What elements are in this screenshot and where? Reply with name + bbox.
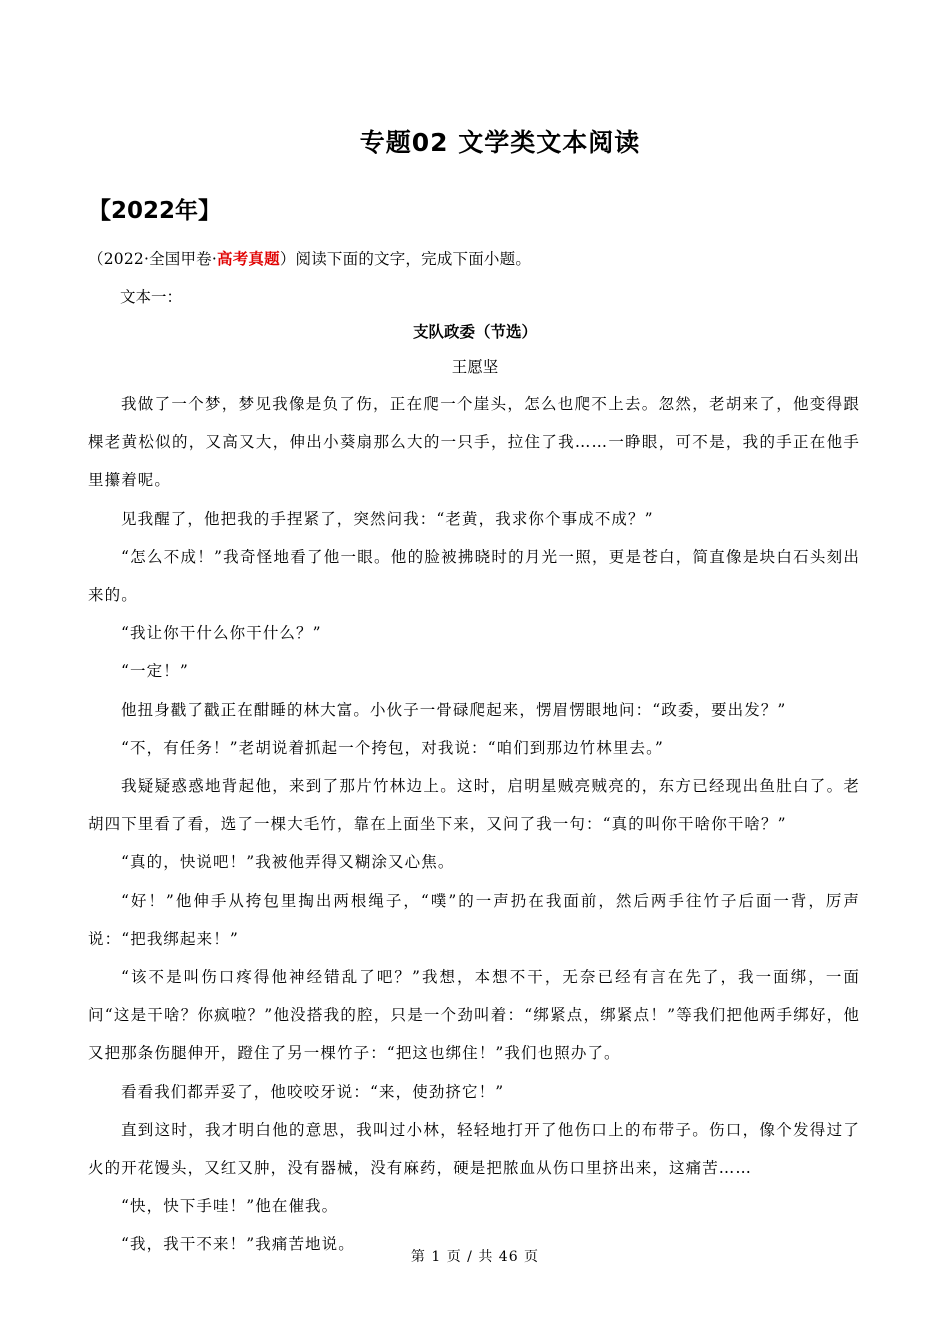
page-title: 专题02 文学类文本阅读 [359,128,641,157]
paragraph: “我让你干什么你干什么？” [121,624,322,643]
intro-source-highlight: 高考真题 [217,249,280,268]
paragraph: “真的，快说吧！”我被他弄得又糊涂又心焦。 [121,853,455,872]
paragraph: “快，快下手哇！”他在催我。 [121,1197,339,1216]
paragraph: 见我醒了，他把我的手捏紧了，突然问我：“老黄，我求你个事成不成？” [121,509,654,528]
paragraph: 我做了一个梦，梦见我像是负了伤，正在爬一个崖头，怎么也爬不上去。忽然，老胡来了，他变得跟棵老黄松似的，又高又大，伸出小葵扇那么大的一只手，拉住了我……一睁眼，可不是，我的手正在他手里攥着呢。 [88,395,860,490]
paragraph: 直到这时，我才明白他的意思，我叫过小林，轻轻地打开了他伤口上的布带子。伤口，像个发得过了火的开花馒头，又红又肿，没有器械，没有麻药，硬是把脓血从伤口里挤出来，这痛苦…… [88,1120,860,1178]
story-title: 支队政委（节选） [412,322,537,341]
paragraph: “我，我干不来！”我痛苦地说。 [121,1235,355,1254]
paragraph: “该不是叫伤口疼得他神经错乱了吧？”我想，本想不干，无奈已经有言在先了，我一面绑，一面问“这是干啥？你疯啦？”他没搭我的腔，只是一个劲叫着：“绑紧点，绑紧点！”等我们把他两手绑好，他又把那条伤腿伸开，蹬住了另一棵竹子：“把这也绑住！”我们也照办了。 [88,968,860,1063]
page-footer: 第 1 页 / 共 46 页 [410,1249,540,1265]
paragraph: “好！”他伸手从挎包里掏出两根绳子，“噗”的一声扔在我面前，然后两手往竹子后面一背，厉声说：“把我绑起来！” [88,891,860,948]
paragraph: “不，有任务！”老胡说着抓起一个挎包，对我说：“咱们到那边竹林里去。” [121,738,664,757]
paragraph: “一定！” [121,662,189,681]
story-author: 王愿坚 [451,358,499,376]
question-intro [88,247,531,269]
paragraph: 他扭身戳了戳正在酣睡的林大富。小伙子一骨碌爬起来，愣眉愣眼地问：“政委，要出发？” [121,700,787,719]
paragraph: 看看我们都弄妥了，他咬咬牙说：“来，使劲挤它！” [121,1082,505,1101]
intro-instruction: ）阅读下面的文字，完成下面小题。 [279,250,532,268]
text-label: 文本一： [120,288,183,306]
intro-source-prefix: （2022·全国甲卷· [88,250,218,268]
paragraph: 我疑疑惑惑地背起他，来到了那片竹林边上。这时，启明星贼亮贼亮的，东方已经现出鱼肚白了。老胡四下里看了看，选了一棵大毛竹，靠在上面坐下来，又问了我一句：“真的叫你干啥你干啥？” [88,777,860,834]
story-body [88,385,860,1264]
year-heading: 【2022年】 [88,198,222,224]
paragraph: “怎么不成！”我奇怪地看了他一眼。他的脸被拂晓时的月光一照，更是苍白，简直像是块白石头刻出来的。 [88,547,860,605]
